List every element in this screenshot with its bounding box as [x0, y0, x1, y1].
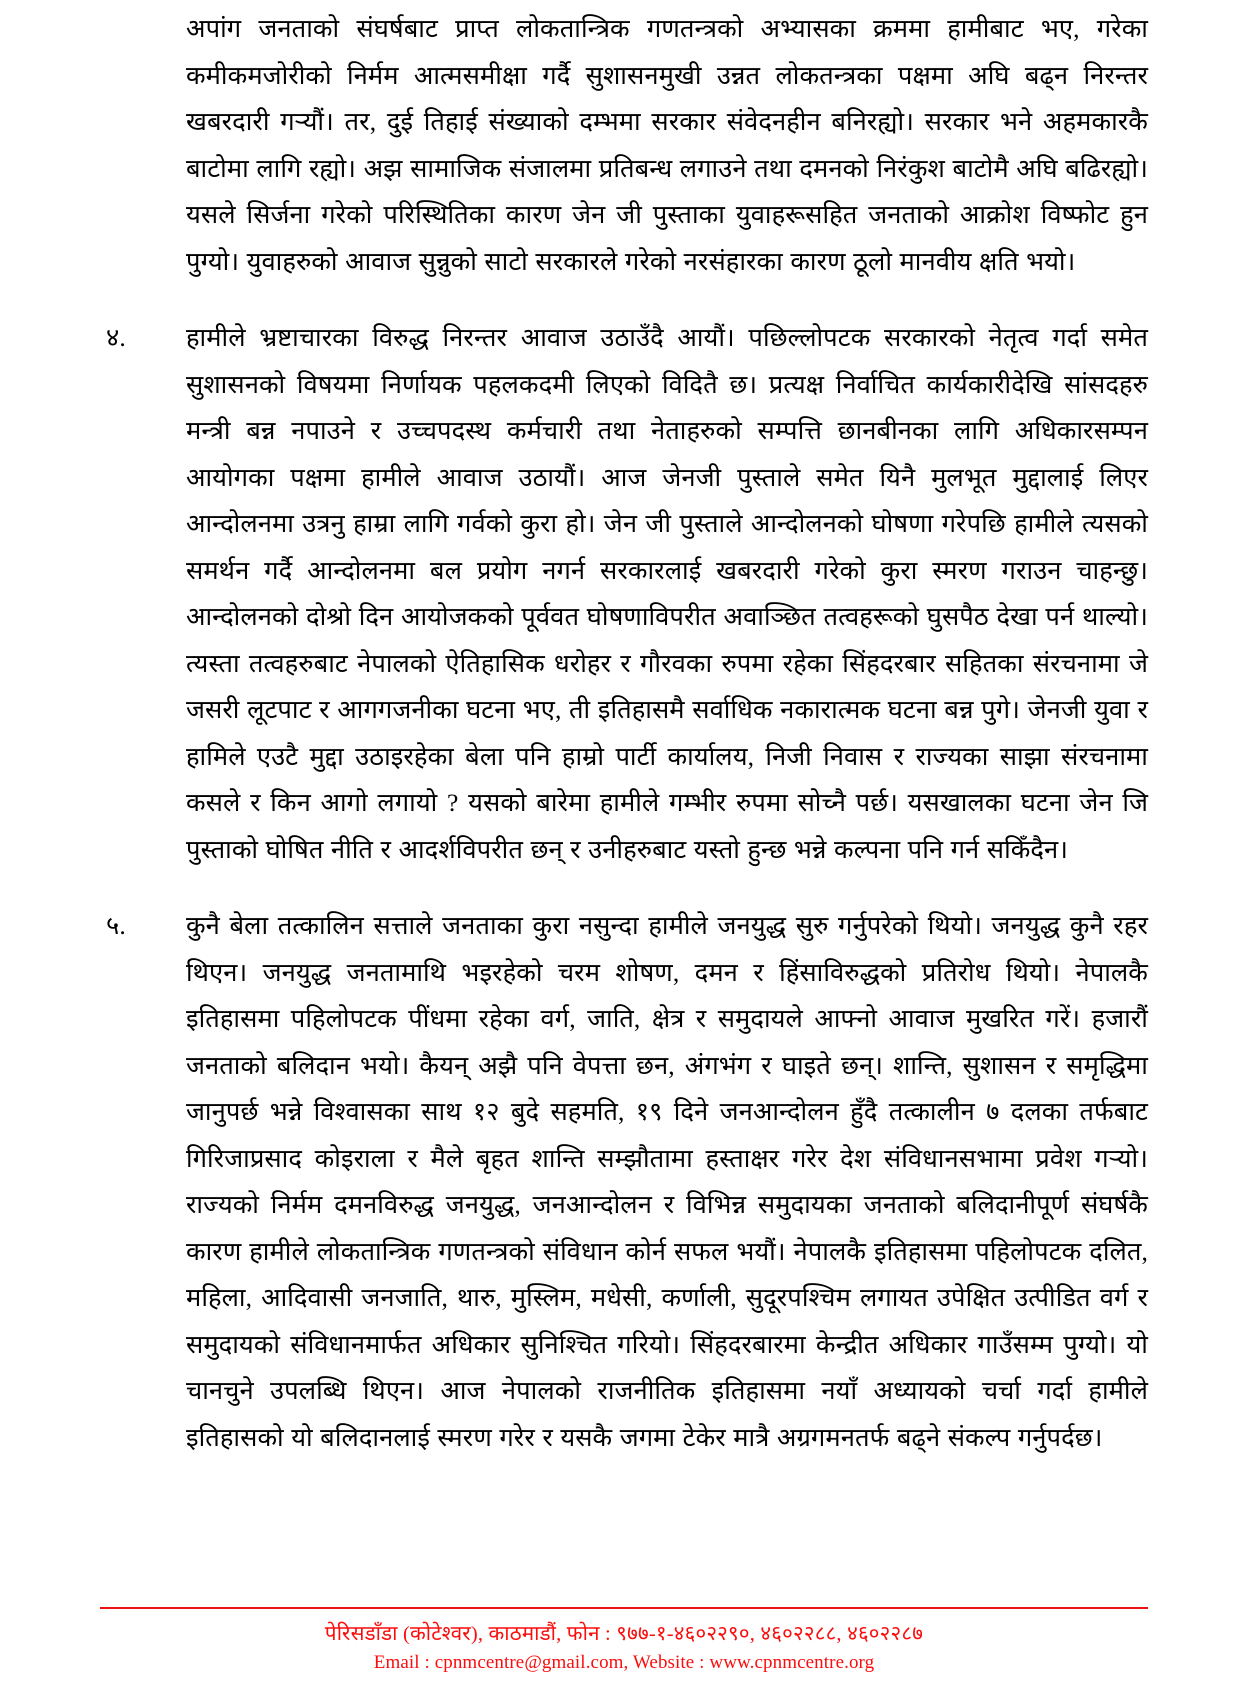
paragraph-number: ४.	[106, 323, 126, 352]
footer-contact-block	[0, 1619, 1248, 1676]
document-body	[100, 0, 1148, 1461]
page-footer	[0, 1595, 1248, 1681]
footer-divider	[100, 1607, 1148, 1609]
paragraph-number: ५.	[106, 911, 126, 940]
paragraph-continuation	[100, 0, 1148, 285]
paragraph-item-5	[100, 903, 1148, 1461]
paragraph-text: कुनै बेला तत्कालिन सत्ताले जनताका कुरा नसुन्दा हामीले जनयुद्ध सुरु गर्नुपरेको थियो। जनयुद्ध कुनै रहर थिएन। जनयुद्ध जनतामाथि भइरहेको चरम शोषण, दमन र हिंसाविरुद्धको प्रतिरोध थियो। नेपालकै इतिहासमा पहिलोपटक पींधमा रहेका वर्ग, जाति, क्षेत्र र समुदायले आफ्नो आवाज मुखरित गरें। हजारौं जनताको बलिदान भयो। कैयन् अझै पनि वेपत्ता छन, अंगभंग र घाइते छन्। शान्ति, सुशासन र समृद्धिमा जानुपर्छ भन्ने विश्वासका साथ १२ बुदे सहमति, १९ दिने जनआन्दोलन हुँदै तत्कालीन ७ दलका तर्फबाट गिरिजाप्रसाद कोइराला र मैले बृहत शान्ति सम्झौतामा हस्ताक्षर गरेर देश संविधानसभामा प्रवेश गर्‍यो। राज्यको निर्मम दमनविरुद्ध जनयुद्ध, जनआन्दोलन र विभिन्न समुदायका जनताको बलिदानीपूर्ण संघर्षकै कारण हामीले लोकतान्त्रिक गणतन्त्रको संविधान कोर्न सफल भयौं। नेपालकै इतिहासमा पहिलोपटक दलित, महिला, आदिवासी जनजाति, थारु, मुस्लिम, मधेसी, कर्णाली, सुदूरपश्चिम लगायत उपेक्षित उत्पीडित वर्ग र समुदायको संविधानमार्फत अधिकार सुनिश्चित गरियो। सिंहदरबारमा केन्द्रीत अधिकार गाउँसम्म पुग्यो। यो चानचुने उपलब्धि थिएन। आज नेपालको राजनीतिक इतिहासमा नयाँ अध्यायको चर्चा गर्दा हामीले इतिहासको यो बलिदानलाई स्मरण गरेर र यसकै जगमा टेकेर मात्रै अग्रगमनतर्फ बढ्ने संकल्प गर्नुपर्दछ।	[186, 911, 1148, 1452]
paragraph-text: अपांग जनताको संघर्षबाट प्राप्त लोकतान्त्रिक गणतन्त्रको अभ्यासका क्रममा हामीबाट भए, गरेका कमीकमजोरीको निर्मम आत्मसमीक्षा गर्दै सुशासनमुखी उन्नत लोकतन्त्रका पक्षमा अघि बढ्न निरन्तर खबरदारी गर्‍यौं। तर, दुई तिहाई संख्याको दम्भमा सरकार संवेदनहीन बनिरह्यो। सरकार भने अहमकारकै बाटोमा लागि रह्यो। अझ सामाजिक संजालमा प्रतिबन्ध लगाउने तथा दमनको निरंकुश बाटोमै अघि बढिरह्यो। यसले सिर्जना गरेको परिस्थितिका कारण जेन जी पुस्ताका युवाहरूसहित जनताको आक्रोश विष्फोट हुन पुग्यो। युवाहरुको आवाज सुन्नुको साटो सरकारले गरेको नरसंहारका कारण ठूलो मानवीय क्षति भयो।	[186, 14, 1148, 276]
footer-address-line: पेरिसडाँडा (कोटेश्वर), काठमाडौं, फोन : ९७७-१-४६०२२९०, ४६०२२८८, ४६०२२८७	[324, 1623, 924, 1645]
paragraph-item-4	[100, 315, 1148, 873]
footer-email-website-line: Email : cpnmcentre@gmail.com, Website : www.cpnmcentre.org	[373, 1652, 875, 1673]
paragraph-text: हामीले भ्रष्टाचारका विरुद्ध निरन्तर आवाज उठाउँदै आयौं। पछिल्लोपटक सरकारको नेतृत्व गर्दा समेत सुशासनको विषयमा निर्णायक पहलकदमी लिएको विदितै छ। प्रत्यक्ष निर्वाचित कार्यकारीदेखि सांसदहरु मन्त्री बन्न नपाउने र उच्चपदस्थ कर्मचारी तथा नेताहरुको सम्पत्ति छानबीनका लागि अधिकारसम्पन आयोगका पक्षमा हामीले आवाज उठायौं। आज जेनजी पुस्ताले समेत यिनै मुलभूत मुद्दालाई लिएर आन्दोलनमा उत्रनु हाम्रा लागि गर्वको कुरा हो। जेन जी पुस्ताले आन्दोलनको घोषणा गरेपछि हामीले त्यसको समर्थन गर्दै आन्दोलनमा बल प्रयोग नगर्न सरकारलाई खबरदारी गरेको कुरा स्मरण गराउन चाहन्छु। आन्दोलनको दोश्रो दिन आयोजकको पूर्ववत घोषणाविपरीत अवाञ्छित तत्वहरूको घुसपैठ देखा पर्न थाल्यो। त्यस्ता तत्वहरुबाट नेपालको ऐतिहासिक धरोहर र गौरवका रुपमा रहेका सिंहदरबार सहितका संरचनामा जे जसरी लूटपाट र आगगजनीका घटना भए, ती इतिहासमै सर्वाधिक नकारात्मक घटना बन्न पुगे। जेनजी युवा र हामिले एउटै मुद्दा उठाइरहेका बेला पनि हाम्रो पार्टी कार्यालय, निजी निवास र राज्यका साझा संरचनामा कसले र किन आगो लगायो ? यसको बारेमा हामीले गम्भीर रुपमा सोच्नै पर्छ। यसखालका घटना जेन जि पुस्ताको घोषित नीति र आदर्शविपरीत छन् र उनीहरुबाट यस्तो हुन्छ भन्ने कल्पना पनि गर्न सकिँदैन।	[186, 323, 1148, 864]
